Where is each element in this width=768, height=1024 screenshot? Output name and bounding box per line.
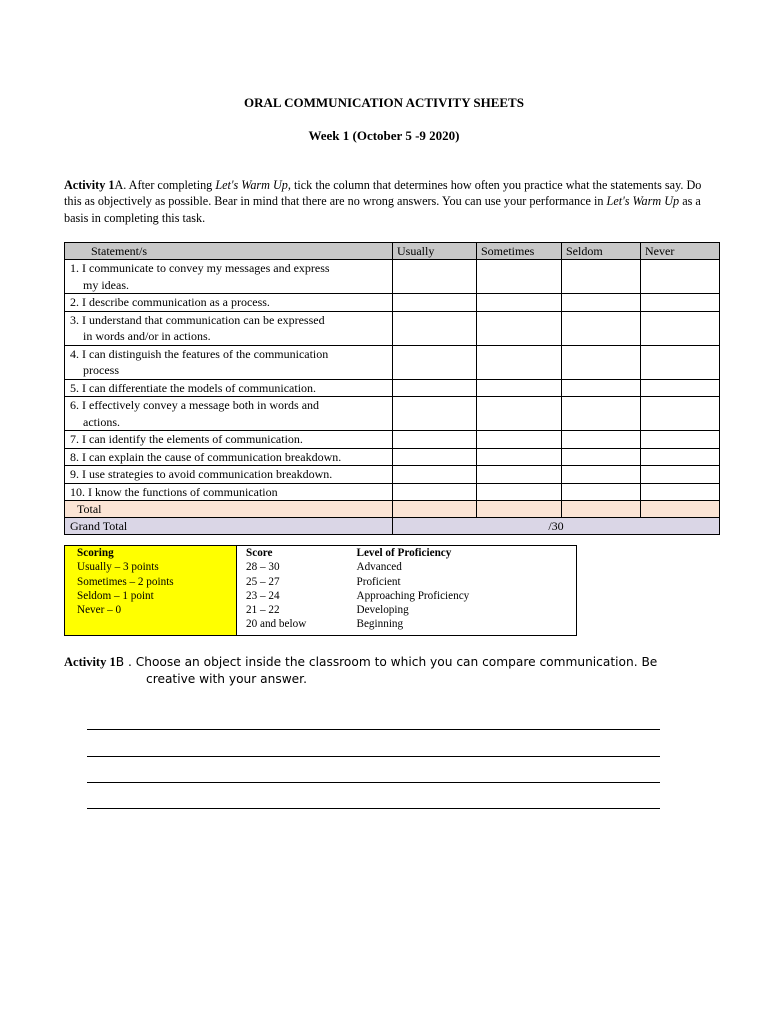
- points-seldom: Seldom – 1 point: [77, 589, 154, 602]
- column-header-usually: Usually: [393, 243, 477, 260]
- total-cell-never[interactable]: [641, 501, 720, 518]
- tick-cell-usually[interactable]: [393, 311, 477, 345]
- score-range: 20 and below: [246, 618, 307, 631]
- statement-text: 5. I can differentiate the models of communication.: [70, 380, 317, 395]
- tick-cell-never[interactable]: [641, 345, 720, 379]
- points-never: Never – 0: [77, 604, 122, 617]
- column-header-seldom: Seldom: [562, 243, 641, 260]
- instruction-text: After completing: [126, 178, 216, 192]
- score-range: 25 – 27: [246, 575, 280, 588]
- column-header-sometimes: Sometimes: [477, 243, 562, 260]
- tick-cell-sometimes[interactable]: [477, 397, 562, 431]
- tick-cell-seldom[interactable]: [562, 466, 641, 484]
- tick-cell-usually[interactable]: [393, 483, 477, 501]
- grand-total-label: Grand Total: [65, 518, 393, 535]
- total-row: [65, 501, 720, 518]
- statement-text: 9. I use strategies to avoid communication breakdown.: [70, 467, 333, 481]
- tick-cell-seldom[interactable]: [562, 448, 641, 466]
- instruction-text: as a basis in completing this task.: [64, 194, 701, 225]
- statement-text: 7. I can identify the elements of communication.: [70, 432, 303, 446]
- proficiency-column: [357, 546, 577, 636]
- statement-text: 10. I know the functions of communication: [70, 484, 278, 499]
- activity-1b-instructions: [64, 654, 704, 688]
- tick-cell-sometimes[interactable]: [477, 431, 562, 449]
- tick-cell-usually[interactable]: [393, 294, 477, 312]
- table-row: [65, 431, 720, 449]
- tick-cell-never[interactable]: [641, 466, 720, 484]
- statement-text: 4. I can distinguish the features of the communication: [70, 346, 329, 361]
- lets-warm-up-ref: Let's Warm Up: [215, 178, 288, 192]
- instruction-text: , tick the column that determines how often you practice what the statements say. Do this as objectively as possible. Bear in mind that there are no wrong answers. You can use your performance in: [64, 178, 702, 209]
- page-title: ORAL COMMUNICATION ACTIVITY SHEETS: [244, 95, 524, 110]
- proficiency-header: Level of Proficiency: [356, 547, 452, 559]
- table-row: [65, 345, 720, 379]
- proficiency-level: Beginning: [356, 618, 404, 631]
- total-label: Total: [65, 501, 393, 518]
- tick-cell-sometimes[interactable]: [477, 448, 562, 466]
- tick-cell-sometimes[interactable]: [477, 311, 562, 345]
- tick-cell-seldom[interactable]: [562, 379, 641, 397]
- tick-cell-usually[interactable]: [393, 448, 477, 466]
- tick-cell-usually[interactable]: [393, 379, 477, 397]
- activity-1b-text-continued: creative with your answer.: [146, 672, 307, 686]
- statement-cell: [65, 448, 393, 466]
- tick-cell-never[interactable]: [641, 311, 720, 345]
- activity-1a-label: Activity 1: [64, 178, 115, 192]
- tick-cell-seldom[interactable]: [562, 431, 641, 449]
- tick-cell-seldom[interactable]: [562, 345, 641, 379]
- statement-text: 6. I effectively convey a message both in words and: [70, 398, 320, 412]
- score-range: 21 – 22: [246, 604, 280, 617]
- table-row: [65, 483, 720, 501]
- activity-1b-label: Activity 1: [64, 655, 116, 669]
- score-range: 23 – 24: [246, 589, 280, 602]
- tick-cell-sometimes[interactable]: [477, 345, 562, 379]
- statement-cell: [65, 345, 393, 379]
- total-cell-usually[interactable]: [393, 501, 477, 518]
- statement-text: 1. I communicate to convey my messages and express: [70, 261, 330, 275]
- tick-cell-sometimes[interactable]: [477, 294, 562, 312]
- scoring-title: Scoring: [77, 547, 114, 559]
- table-row: [65, 448, 720, 466]
- statement-text-continued: actions.: [83, 414, 120, 429]
- statement-text: 3. I understand that communication can be expressed: [70, 312, 325, 327]
- tick-cell-sometimes[interactable]: [477, 379, 562, 397]
- table-row: [65, 260, 720, 294]
- answer-line-2[interactable]: [87, 756, 660, 757]
- tick-cell-usually[interactable]: [393, 431, 477, 449]
- points-usually: Usually – 3 points: [77, 561, 159, 574]
- points-sometimes: Sometimes – 2 points: [77, 575, 174, 588]
- tick-cell-usually[interactable]: [393, 466, 477, 484]
- tick-cell-never[interactable]: [641, 448, 720, 466]
- statement-text-continued: in words and/or in actions.: [83, 329, 211, 343]
- tick-cell-seldom[interactable]: [562, 311, 641, 345]
- score-header: Score: [246, 547, 273, 559]
- statement-cell: [65, 260, 393, 294]
- answer-line-3[interactable]: [87, 782, 660, 783]
- tick-cell-sometimes[interactable]: [477, 260, 562, 294]
- table-row: [65, 466, 720, 484]
- statement-text-continued: process: [83, 363, 119, 377]
- tick-cell-usually[interactable]: [393, 397, 477, 431]
- score-range: 28 – 30: [246, 561, 280, 574]
- tick-cell-never[interactable]: [641, 397, 720, 431]
- total-cell-seldom[interactable]: [562, 501, 641, 518]
- column-header-never: Never: [641, 243, 720, 260]
- statement-cell: [65, 379, 393, 397]
- statement-text: 8. I can explain the cause of communication breakdown.: [70, 449, 342, 464]
- scoring-points-box: [65, 546, 237, 636]
- proficiency-level: Approaching Proficiency: [356, 589, 470, 602]
- grand-total-value[interactable]: /30: [393, 518, 720, 535]
- tick-cell-never[interactable]: [641, 260, 720, 294]
- statement-cell: [65, 311, 393, 345]
- tick-cell-seldom[interactable]: [562, 294, 641, 312]
- score-column: [237, 546, 357, 636]
- activity-1a-label-suffix: A.: [114, 178, 127, 192]
- table-row: [65, 294, 720, 312]
- column-header-statement: Statement/s: [65, 243, 393, 260]
- tick-cell-never[interactable]: [641, 294, 720, 312]
- tick-cell-never[interactable]: [641, 379, 720, 397]
- tick-cell-sometimes[interactable]: [477, 483, 562, 501]
- lets-warm-up-ref: Let's Warm Up: [606, 194, 680, 209]
- statement-cell: [65, 294, 393, 312]
- total-cell-sometimes[interactable]: [477, 501, 562, 518]
- scoring-legend-table: [64, 545, 577, 636]
- tick-cell-sometimes[interactable]: [477, 466, 562, 484]
- tick-cell-seldom[interactable]: [562, 397, 641, 431]
- statement-text: 2. I describe communication as a process.: [70, 295, 270, 309]
- tick-cell-never[interactable]: [641, 431, 720, 449]
- statement-cell: [65, 466, 393, 484]
- table-header-row: [65, 243, 720, 260]
- statement-cell: [65, 483, 393, 501]
- answer-line-1[interactable]: [87, 729, 660, 730]
- week-subtitle: Week 1 (October 5 -9 2020): [308, 128, 460, 143]
- activity-1b-text: Choose an object inside the classroom to which you can compare communication. Be: [131, 655, 658, 669]
- tick-cell-seldom[interactable]: [562, 260, 641, 294]
- tick-cell-never[interactable]: [641, 483, 720, 501]
- proficiency-level: Proficient: [356, 575, 401, 588]
- tick-cell-seldom[interactable]: [562, 483, 641, 501]
- tick-cell-usually[interactable]: [393, 260, 477, 294]
- grand-total-row: [65, 518, 720, 535]
- self-assessment-table: [64, 242, 720, 535]
- table-row: [65, 311, 720, 345]
- activity-1a-instructions: [64, 177, 714, 226]
- proficiency-level: Developing: [356, 604, 409, 617]
- table-row: [65, 379, 720, 397]
- proficiency-level: Advanced: [356, 561, 402, 574]
- statement-text-continued: my ideas.: [83, 277, 129, 292]
- statement-cell: [65, 431, 393, 449]
- table-row: [65, 397, 720, 431]
- tick-cell-usually[interactable]: [393, 345, 477, 379]
- answer-line-4[interactable]: [87, 808, 660, 809]
- statement-cell: [65, 397, 393, 431]
- activity-1b-label-suffix: B .: [115, 655, 132, 669]
